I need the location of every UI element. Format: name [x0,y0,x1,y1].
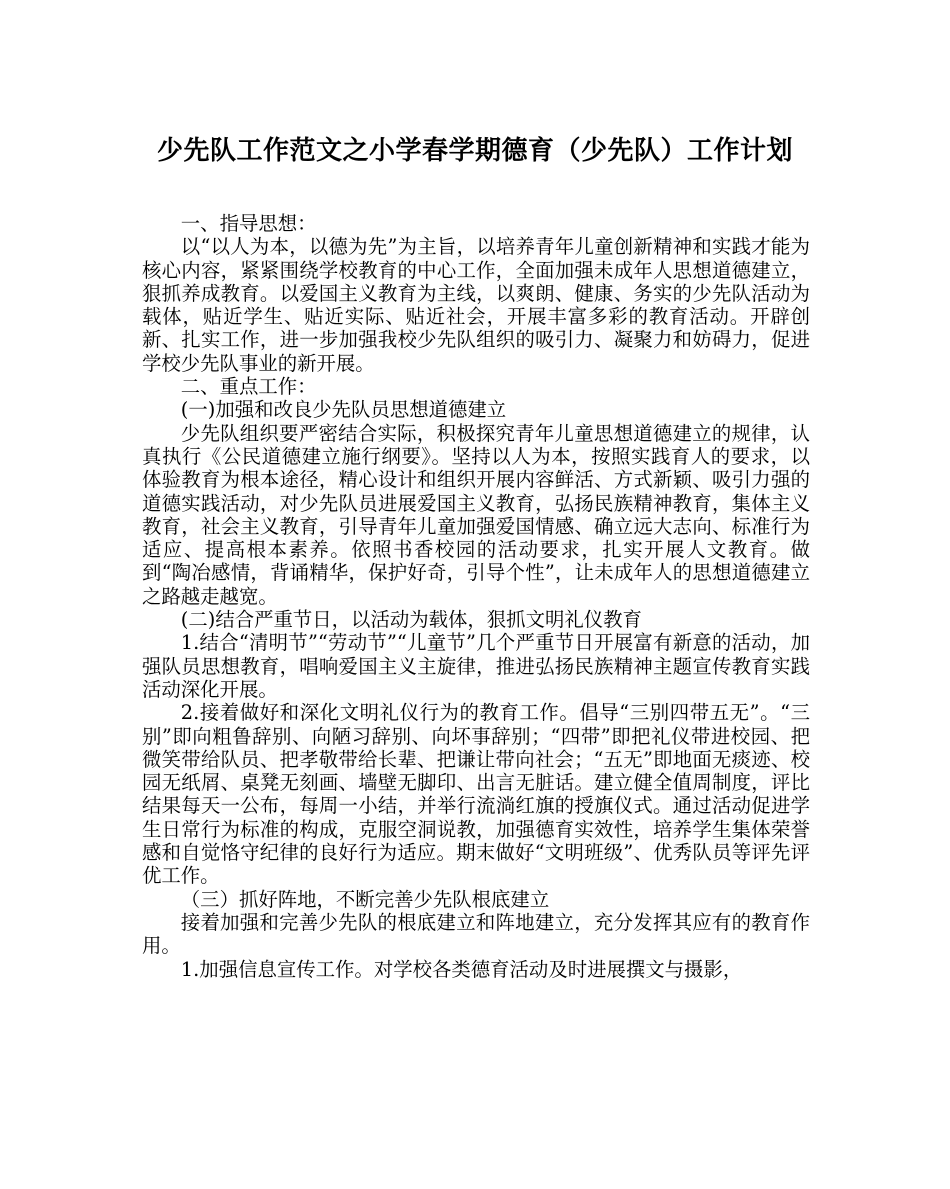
paragraph-foundation-building: 接着加强和完善少先队的根底建立和阵地建立，充分发挥其应有的教育作用。 [142,910,810,958]
paragraph-festival-activities: 1.结合“清明节”“劳动节”“儿童节”几个严重节日开展富有新意的活动，加强队员思想教育，唱响爱国主义主旋律，推进弘扬民族精神主题宣传教育实践活动深化开展。 [142,631,810,701]
subsection-heading-3: （三）抓好阵地，不断完善少先队根底建立 [180,887,550,911]
document-title: 少先队工作范文之小学春学期德育（少先队）工作计划 [156,136,793,166]
subsection-heading-2: (二)结合严重节日，以活动为载体，狠抓文明礼仪教育 [180,608,642,632]
paragraph-guiding-ideology: 以“以人为本，以德为先”为主旨，以培养青年儿童创新精神和实践才能为核心内容，紧紧围绕学校教育的中心工作，全面加强未成年人思想道德建立，狠抓养成教育。以爱国主义教育为主线，以爽朗、健康、务实的少先队活动为载体，贴近学生、贴近实际、贴近社会，开展丰富多彩的教育活动。开辟创新、扎实工作，进一步加强我校少先队组织的吸引力、凝聚力和妨碍力，促进学校少先队事业的新开展。 [142,235,810,375]
section-heading-key-work: 二、重点工作： [180,375,317,399]
paragraph-moral-construction: 少先队组织要严密结合实际，积极探究青年儿童思想道德建立的规律，认真执行《公民道德建立施行纲要》。坚持以人为本，按照实践育人的要求，以体验教育为根本途径，精心设计和组织开展内容鲜活、方式新颖、吸引力强的道德实践活动，对少先队员进展爱国主义教育，弘扬民族精神教育，集体主义教育，社会主义教育，引导青年儿童加强爱国情感、确立远大志向、标准行为适应、提高根本素养。依照书香校园的活动要求，扎实开展人文教育。做到“陶冶感情，背诵精华，保护好奇，引导个性”，让未成年人的思想道德建立之路越走越宽。 [142,421,810,608]
document-body [142,212,810,981]
section-heading-guiding-ideology: 一、指导思想： [180,212,317,235]
paragraph-civility-education: 2.接着做好和深化文明礼仪行为的教育工作。倡导“三别四带五无”。“三别”即向粗鲁辞别、向陋习辞别、向坏事辞别；“四带”即把礼仪带进校园、把微笑带给队员、把孝敬带给长辈、把谦让带向社会；“五无”即地面无痰迹、校园无纸屑、桌凳无刻画、墙壁无脚印、出言无脏话。建立健全值周制度，评比结果每天一公布，每周一小结，并举行流淌红旗的授旗仪式。通过活动促进学生日常行为标准的构成，克服空洞说教，加强德育实效性，培养学生集体荣誉感和自觉恪守纪律的良好行为适应。期末做好“文明班级”、优秀队员等评先评优工作。 [142,701,810,888]
paragraph-publicity-work: 1.加强信息宣传工作。对学校各类德育活动及时进展撰文与摄影， [180,957,743,981]
subsection-heading-1: (一)加强和改良少先队员思想道德建立 [180,398,507,422]
